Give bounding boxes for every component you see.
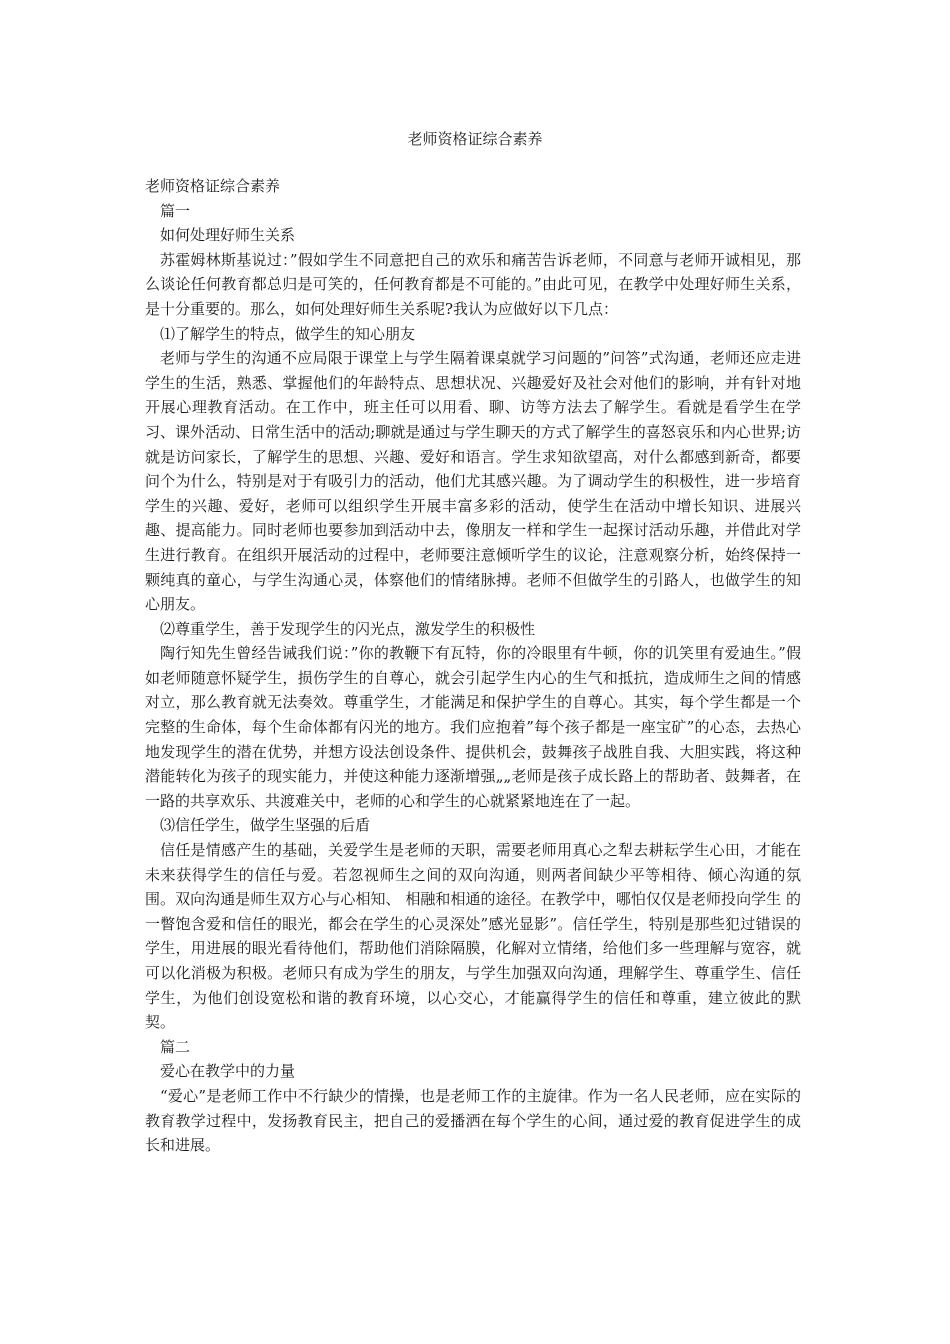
document-title: 老师资格证综合素养 (407, 130, 543, 148)
document-heading: 老师资格证综合素养 (145, 177, 281, 195)
part2-title: 爱心在教学中的力量 (160, 1062, 296, 1081)
part2-label: 篇二 (160, 1037, 191, 1056)
document-body (145, 174, 801, 1158)
point1-title: ⑴了解学生的特点，做学生的知心朋友 (160, 324, 416, 343)
point2-paragraph: 陶行知先生曾经告诫我们说：”你的教鞭下有瓦特，你的冷眼里有牛顿，你的讥笑里有爱迪生。”假如老师随意怀疑学生，损伤学生的自尊心，就会引起学生内心的生气和抵抗，造成师生之间的情感对立，那么教育就无法奏效。尊重学生，才能满足和保护学生的自尊心。其实，每个学生都是一个完整的生命体，每个生命体都有闪光的地方。我们应抱着”每个孩子都是一座宝矿”的心态，去热心地发现学生的潜在优势，并想方设法创设条件、提供机会，鼓舞孩子战胜自我、大胆实践，将这种潜能转化为孩子的现实能力，并使这种能力逐渐增强„„老师是孩子成长路上的帮助者、鼓舞者，在一路的共享欢乐、共渡难关中，老师的心和学生的心就紧紧地连在了一起。 (145, 644, 801, 810)
part1-intro-paragraph: 苏霍姆林斯基说过：”假如学生不同意把自己的欢乐和痛苦告诉老师，不同意与老师开诚相见，那么谈论任何教育都总归是可笑的，任何教育都是不可能的。”由此可见，在教学中处理好师生关系，是十分重要的。那么，如何处理好师生关系呢?我认为应做好以下几点： (145, 250, 801, 318)
point3-paragraph: 信任是情感产生的基础，关爱学生是老师的天职，需要老师用真心之犁去耕耘学生心田，才能在未来获得学生的信任与爱。若忽视师生之间的双向沟通，则两者间缺少平等相待、倾心沟通的氛围。双向沟通是师生双方心与心相知、 相融和相通的途径。在教学中，哪怕仅仅是老师投向学生 的一瞥饱含爱和信任的眼光，都会在学生的心灵深处”感光显影”。信任学生，特别是那些犯过错误的学生，用进展的眼光看待他们，帮助他们消除隔膜，化解对立情绪，给他们多一些理解与宽容，就可以化消极为积极。老师只有成为学生的朋友，与学生加强双向沟通，理解学生、尊重学生、信任学生，为他们创设宽松和谐的教育环境，以心交心，才能赢得学生的信任和尊重，建立彼此的默契。 (145, 841, 801, 1032)
point1-paragraph: 老师与学生的沟通不应局限于课堂上与学生隔着课桌就学习问题的”问答”式沟通，老师还应走进学生的生活，熟悉、掌握他们的年龄特点、思想状况、兴趣爱好及社会对他们的影响，并有针对地开展心理教育活动。在工作中，班主任可以用看、聊、访等方法去了解学生。看就是看学生在学习、课外活动、日常生活中的活动;聊就是通过与学生聊天的方式了解学生的喜怒哀乐和内心世界;访就是访问家长，了解学生的思想、兴趣、爱好和语言。学生求知欲望高，对什么都感到新奇，都要问个为什么，特别是对于有吸引力的活动，他们尤其感兴趣。为了调动学生的积极性，进一步培育学生的兴趣、爱好，老师可以组织学生开展丰富多彩的活动，使学生在活动中增长知识、进展兴趣、提高能力。同时老师也要参加到活动中去，像朋友一样和学生一起探讨活动乐趣，并借此对学生进行教育。在组织开展活动的过程中，老师要注意倾听学生的议论，注意观察分析，始终保持一颗纯真的童心，与学生沟通心灵，体察他们的情绪脉搏。老师不但做学生的引路人，也做学生的知心朋友。 (145, 349, 801, 614)
part1-label: 篇一 (160, 201, 191, 220)
part2-paragraph: “爱心”是老师工作中不行缺少的情操，也是老师工作的主旋律。作为一名人民老师，应在实际的教育教学过程中，发扬教育民主，把自己的爱播洒在每个学生的心间，通过爱的教育促进学生的成长和进展。 (145, 1086, 801, 1155)
point3-title: ⑶信任学生，做学生坚强的后盾 (160, 816, 371, 835)
part1-title: 如何处理好师生关系 (160, 226, 296, 245)
point2-title: ⑵尊重学生，善于发现学生的闪光点，激发学生的积极性 (160, 619, 536, 638)
